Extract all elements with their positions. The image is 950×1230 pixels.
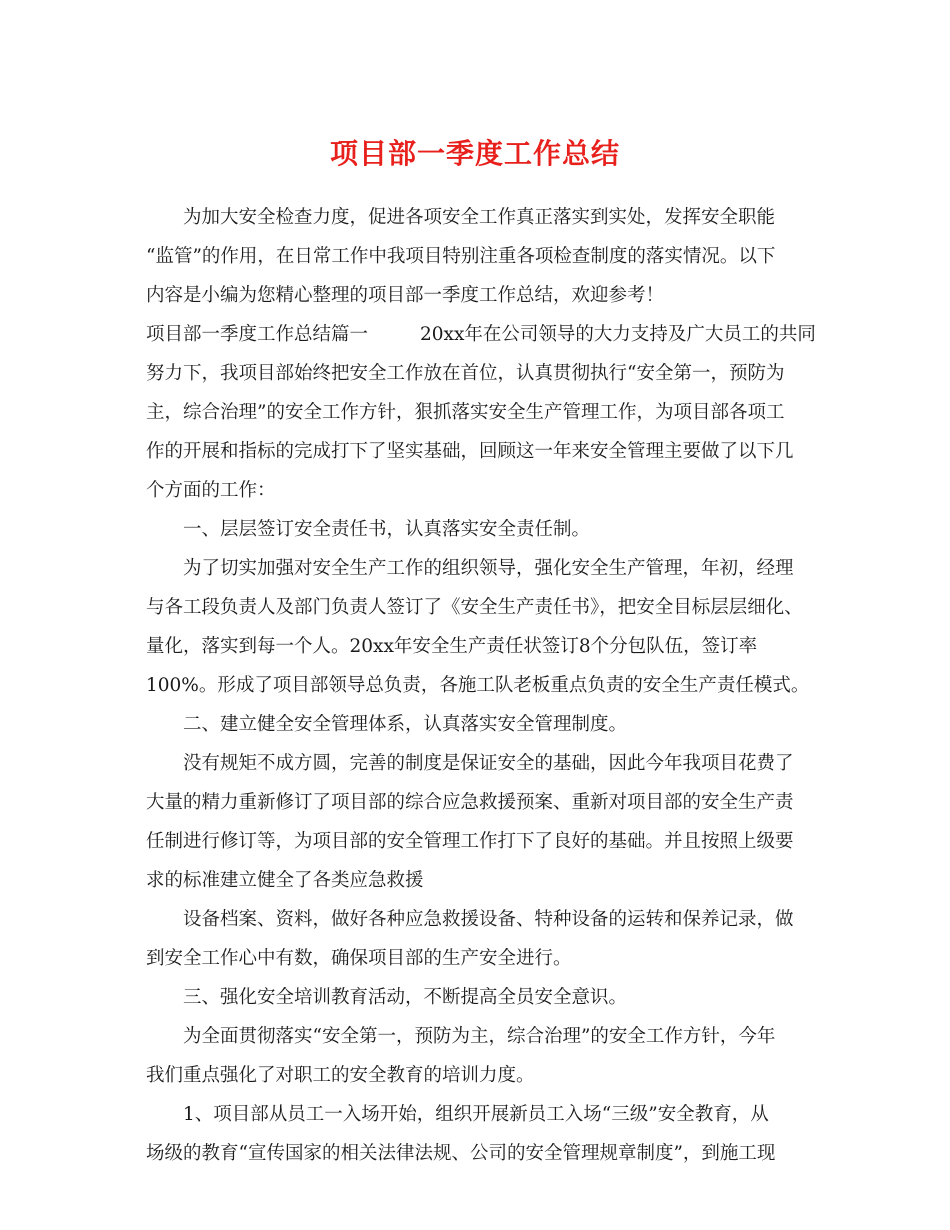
document-title: 项目部一季度工作总结 <box>329 137 620 170</box>
text-line: 努力下，我项目部始终把安全工作放在首位，认真贯彻执行“安全第一，预防为 <box>146 363 785 384</box>
text-line: 作的开展和指标的完成打下了坚实基础，回顾这一年来安全管理主要做了以下几 <box>146 441 794 462</box>
text-line: 与各工段负责人及部门负责人签订了《安全生产责任书》，把安全目标层层细化、 <box>146 597 803 618</box>
text-line: 我们重点强化了对职工的安全教育的培训力度。 <box>146 1065 535 1086</box>
section-heading: 三、强化安全培训教育活动，不断提高全员安全意识。 <box>183 987 628 1008</box>
text-line: 100%。形成了项目部领导总负责，各施工队老板重点负责的安全生产责任模式。 <box>146 675 810 696</box>
section-heading: 一、层层签订安全责任书，认真落实安全责任制。 <box>183 519 591 540</box>
section-heading: 二、建立健全安全管理体系，认真落实安全管理制度。 <box>183 714 628 735</box>
text-line: 主，综合治理”的安全工作方针，狠抓落实安全生产管理工作，为项目部各项工 <box>146 402 785 423</box>
text-line: 为了切实加强对安全生产工作的组织领导，强化安全生产管理，年初，经理 <box>183 558 794 579</box>
text-line: 场级的教育“宣传国家的相关法律法规、公司的安全管理规章制度”，到施工现 <box>146 1143 776 1164</box>
text-line: 20xx年在公司领导的大力支持及广大员工的共同 <box>420 324 816 345</box>
text-line: 为加大安全检查力度，促进各项安全工作真正落实到实处，发挥安全职能 <box>183 207 776 228</box>
text-line: 求的标准建立健全了各类应急救援 <box>146 870 424 891</box>
text-line: 为全面贯彻落实“安全第一，预防为主，综合治理”的安全工作方针，今年 <box>183 1026 776 1047</box>
text-line: 内容是小编为您精心整理的项目部一季度工作总结，欢迎参考！ <box>146 285 665 306</box>
text-line: 大量的精力重新修订了项目部的综合应急救援预案、重新对项目部的安全生产责 <box>146 792 794 813</box>
text-line: 到安全工作心中有数，确保项目部的生产安全进行。 <box>146 948 572 969</box>
text-line: 个方面的工作： <box>146 480 276 501</box>
text-line: 量化，落实到每一个人。20xx年安全生产责任状签订8个分包队伍，签订率 <box>146 636 758 657</box>
text-line: 设备档案、资料，做好各种应急救援设备、特种设备的运转和保养记录，做 <box>183 909 794 930</box>
text-line: 没有规矩不成方圆，完善的制度是保证安全的基础，因此今年我项目花费了 <box>183 753 794 774</box>
section-heading-line <box>146 323 816 347</box>
text-line: 任制进行修订等，为项目部的安全管理工作打下了良好的基础。并且按照上级要 <box>146 831 794 852</box>
text-line: 1、项目部从员工一入场开始，组织开展新员工入场“三级”安全教育，从 <box>183 1104 769 1125</box>
text-line: “监管”的作用，在日常工作中我项目特别注重各项检查制度的落实情况。以下 <box>146 246 776 267</box>
article-heading: 项目部一季度工作总结篇一 <box>146 324 369 345</box>
